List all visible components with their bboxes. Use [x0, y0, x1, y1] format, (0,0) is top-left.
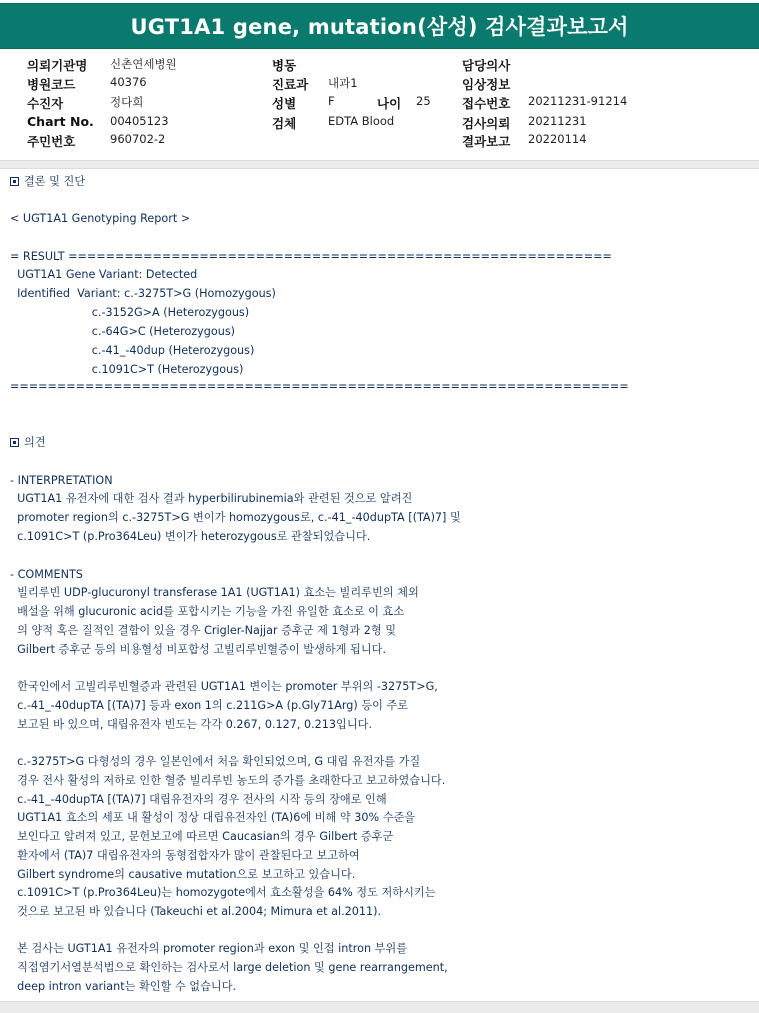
result-line: UGT1A1 Gene Variant: Detected: [10, 268, 198, 281]
section-conclusion-title: 결론 및 진단: [24, 175, 86, 188]
header-row: [0, 56, 759, 74]
label-test-request-date: 검사의뢰: [462, 116, 511, 131]
label-patient-name: 수진자: [27, 96, 64, 111]
result-footer: ==================================================================: [10, 380, 629, 393]
result-line: c.-64G>C (Heterozygous): [10, 325, 236, 338]
patient-info-header: [0, 52, 759, 156]
value-requesting-institution: 신촌연세병원: [110, 57, 177, 71]
section-conclusion-heading: [10, 174, 85, 189]
interpretation-line: UGT1A1 유전자에 대한 검사 결과 hyperbilirubinemia와 관련된 것으로 알려진: [10, 492, 413, 505]
interpretation-line: c.1091C>T (p.Pro364Leu) 변이가 heterozygous로 관찰되었습니다.: [10, 530, 371, 543]
result-line: Identified Variant: c.-3275T>G (Homozygous): [10, 287, 276, 300]
comment-line: UGT1A1 효소의 세포 내 활성이 정상 대립유전자인 (TA)6에 비해 약 30% 수준을: [10, 811, 416, 824]
comment-line: 직접염기서열분석법으로 확인하는 검사로서 large deletion 및 gene rearrangement,: [10, 961, 448, 974]
label-ward: 병동: [272, 58, 297, 73]
label-receipt-number: 접수번호: [462, 96, 511, 111]
value-department: 내과1: [328, 76, 358, 90]
value-hospital-code: 40376: [110, 75, 147, 89]
label-resident-number: 주민번호: [27, 134, 76, 149]
result-header: = RESULT ==========================================================: [10, 250, 612, 263]
value-receipt-number: 20211231-91214: [528, 94, 628, 108]
section-opinion-heading: [10, 435, 46, 450]
label-requesting-institution: 의뢰기관명: [27, 58, 88, 73]
label-specimen: 검체: [272, 116, 297, 131]
comment-line: 한국인에서 고빌리루빈혈증과 관련된 UGT1A1 변이는 promoter 부위의 -3275T>G,: [10, 680, 438, 693]
label-sex: 성별: [272, 96, 297, 111]
comment-line: 의 양적 혹은 질적인 결함이 있을 경우 Crigler-Najjar 증후군 제 1형과 2형 및: [10, 624, 397, 637]
value-chart-no: 00405123: [110, 114, 169, 128]
comment-line: 보고된 바 있으며, 대립유전자 빈도는 각각 0.267, 0.127, 0.213입니다.: [10, 718, 373, 731]
comment-line: 빌리루빈 UDP-glucuronyl transferase 1A1 (UGT1A1) 효소는 빌리루빈의 체외: [10, 586, 419, 599]
value-resident-number: 960702-2: [110, 132, 166, 146]
interpretation-header: - INTERPRETATION: [10, 474, 113, 487]
interpretation-line: promoter region의 c.-3275T>G 변이가 homozygous로, c.-41_-40dupTA [(TA)7] 및: [10, 511, 461, 524]
header-row: [0, 114, 759, 132]
label-doctor: 담당의사: [462, 58, 511, 73]
value-patient-name: 정다희: [110, 95, 144, 109]
result-line: c.1091C>T (Heterozygous): [10, 363, 244, 376]
comment-line: 경우 전사 활성의 저하로 인한 혈중 빌리루빈 농도의 증가를 초래한다고 보고하였습니다.: [10, 774, 446, 787]
label-chart-no: Chart No.: [27, 114, 94, 129]
comment-line: 보인다고 알려져 있고, 문헌보고에 따르면 Caucasian의 경우 Gilbert 증후군: [10, 830, 394, 843]
value-test-request-date: 20211231: [528, 114, 587, 128]
header-row: [0, 94, 759, 112]
genotyping-report-title: < UGT1A1 Genotyping Report >: [10, 212, 191, 225]
header-row: [0, 132, 759, 150]
comment-line: c.-41_-40dupTA [(TA)7] 등과 exon 1의 c.211G>A (p.Gly71Arg) 등이 주로: [10, 699, 409, 712]
value-sex: F: [328, 94, 335, 108]
label-result-report-date: 결과보고: [462, 134, 511, 149]
value-specimen: EDTA Blood: [328, 114, 395, 128]
comment-line: 배설을 위해 glucuronic acid를 포합시키는 기능을 가진 유일한 효소로 이 효소: [10, 605, 405, 618]
comments-header: - COMMENTS: [10, 568, 83, 581]
comment-line: Gilbert 증후군 등의 비용혈성 비포합성 고빌리루빈혈증이 발생하게 됩니다.: [10, 643, 387, 656]
section-box-icon: [10, 438, 19, 447]
comment-line: 본 검사는 UGT1A1 유전자의 promoter region과 exon 및 인접 intron 부위를: [10, 942, 408, 955]
report-title: UGT1A1 gene, mutation(삼성) 검사결과보고서: [130, 15, 629, 39]
result-line: c.-41_-40dup (Heterozygous): [10, 344, 255, 357]
value-result-report-date: 20220114: [528, 132, 587, 146]
comment-line: deep intron variant는 확인할 수 없습니다.: [10, 980, 237, 993]
value-age: 25: [416, 94, 431, 108]
comment-line: c.-41_-40dupTA [(TA)7] 대립유전자의 경우 전사의 시작 등의 장애로 인해: [10, 793, 387, 806]
label-age: 나이: [377, 96, 402, 111]
section-box-icon: [10, 177, 19, 186]
comment-line: c.-3275T>G 다형성의 경우 일본인에서 처음 확인되었으며, G 대립 유전자를 가질: [10, 755, 421, 768]
report-title-bar: [0, 3, 759, 49]
section-opinion-title: 의견: [24, 436, 46, 449]
header-row: [0, 75, 759, 93]
footer-separator: [0, 1001, 759, 1013]
comment-line: c.1091C>T (p.Pro364Leu)는 homozygote에서 효소활성을 64% 정도 저하시키는: [10, 886, 436, 899]
comment-line: Gilbert syndrome의 causative mutation으로 보고하고 있습니다.: [10, 868, 356, 881]
header-separator: [0, 160, 759, 169]
comment-line: 것으로 보고된 바 있습니다 (Takeuchi et al.2004; Mimura et al.2011).: [10, 905, 382, 918]
label-department: 진료과: [272, 77, 309, 92]
label-clinical-info: 임상정보: [462, 77, 511, 92]
result-line: c.-3152G>A (Heterozygous): [10, 306, 250, 319]
label-hospital-code: 병원코드: [27, 77, 76, 92]
comment-line: 환자에서 (TA)7 대립유전자의 동형접합자가 많이 관찰된다고 보고하여: [10, 849, 360, 862]
